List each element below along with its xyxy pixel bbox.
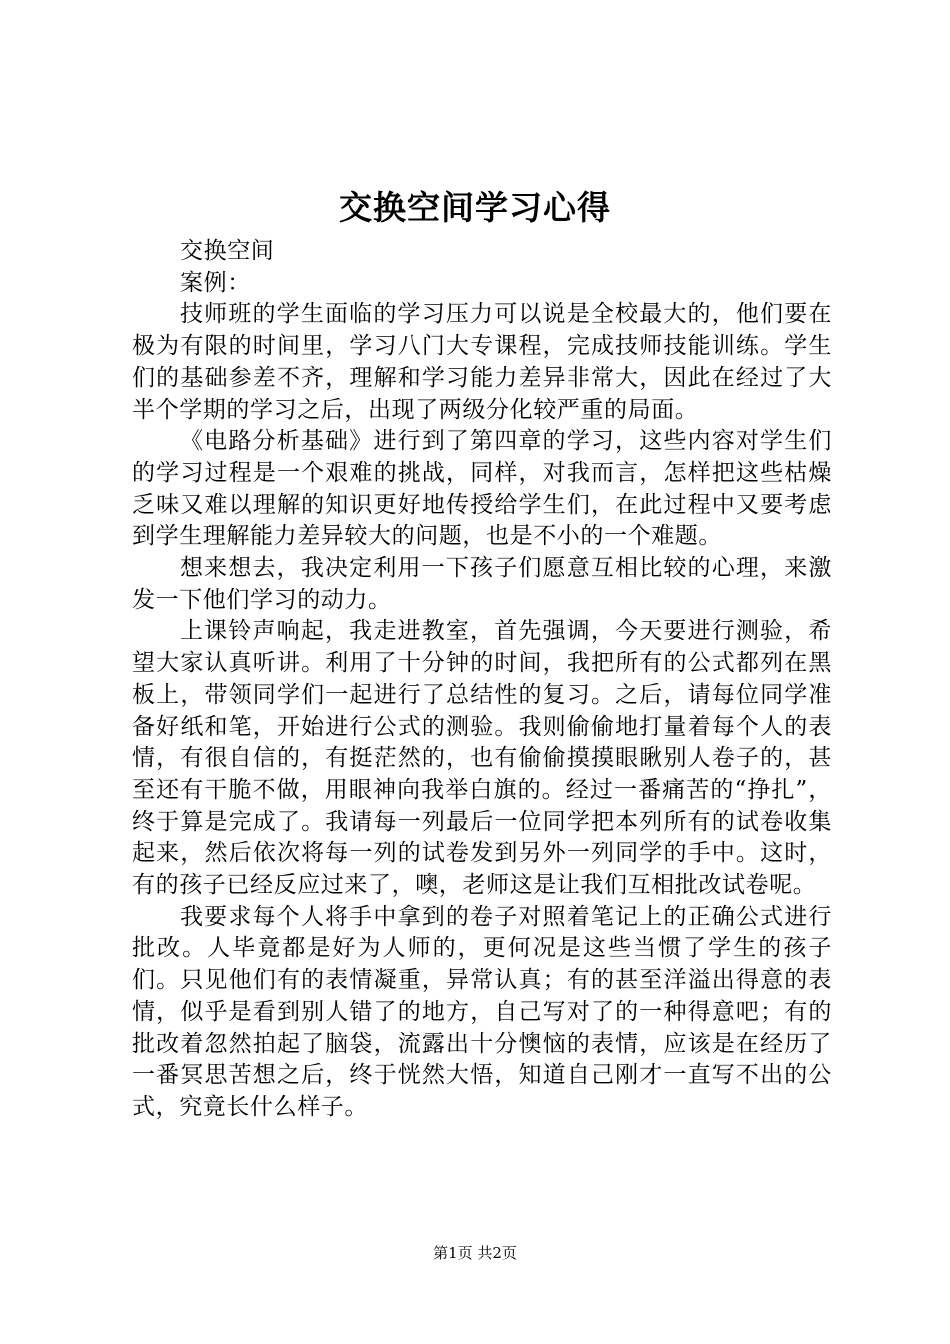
paragraph: 技师班的学生面临的学习压力可以说是全校最大的，他们要在极为有限的时间里，学习八门大专课程，完成技师技能训练。学生们的基础参差不齐，理解和学习能力差异非常大，因此在经过了大半个学期的学习之后，出现了两级分化较严重的局面。 (132, 301, 832, 423)
paragraph: 交换空间 (180, 238, 275, 264)
paragraph: 想来想去，我决定利用一下孩子们愿意互相比较的心理，来激发一下他们学习的动力。 (132, 555, 832, 613)
paragraph: 上课铃声响起，我走进教室，首先强调，今天要进行测验，希望大家认真听讲。利用了十分钟的时间，我把所有的公式都列在黑板上，带领同学们一起进行了总结性的复习。之后，请每位同学准备好纸和笔，开始进行公式的测验。我则偷偷地打量着每个人的表情，有很自信的，有挺茫然的，也有偷偷摸摸眼瞅别人卷子的，甚至还有干脆不做，用眼神向我举白旗的。经过一番痛苦的“挣扎”，终于算是完成了。我请每一列最后一位同学把本列所有的试卷收集起来，然后依次将每一列的试卷发到另外一列同学的手中。这时，有的孩子已经反应过来了，噢，老师这是让我们互相批改试卷呢。 (132, 618, 832, 899)
paragraph: 案例： (180, 269, 251, 296)
document-body (132, 236, 832, 1124)
page-footer: 第1页 共2页 (433, 1244, 517, 1262)
paragraph: 《电路分析基础》进行到了第四章的学习，这些内容对学生们的学习过程是一个艰难的挑战，同样，对我而言，怎样把这些枯燥乏味又难以理解的知识更好地传授给学生们，在此过程中又要考虑到学生理解能力差异较大的问题，也是不小的一个难题。 (132, 428, 832, 550)
paragraph: 我要求每个人将手中拿到的卷子对照着笔记上的正确公式进行批改。人毕竟都是好为人师的，更何况是这些当惯了学生的孩子们。只见他们有的表情凝重，异常认真；有的甚至洋溢出得意的表情，似乎是看到别人错了的地方，自己写对了的一种得意吧；有的批改着忽然拍起了脑袋，流露出十分懊恼的表情，应该是在经历了一番冥思苦想之后，终于恍然大悟，知道自己刚才一直写不出的公式，究竟长什么样子。 (132, 903, 832, 1120)
page-title: 交换空间学习心得 (339, 188, 611, 227)
